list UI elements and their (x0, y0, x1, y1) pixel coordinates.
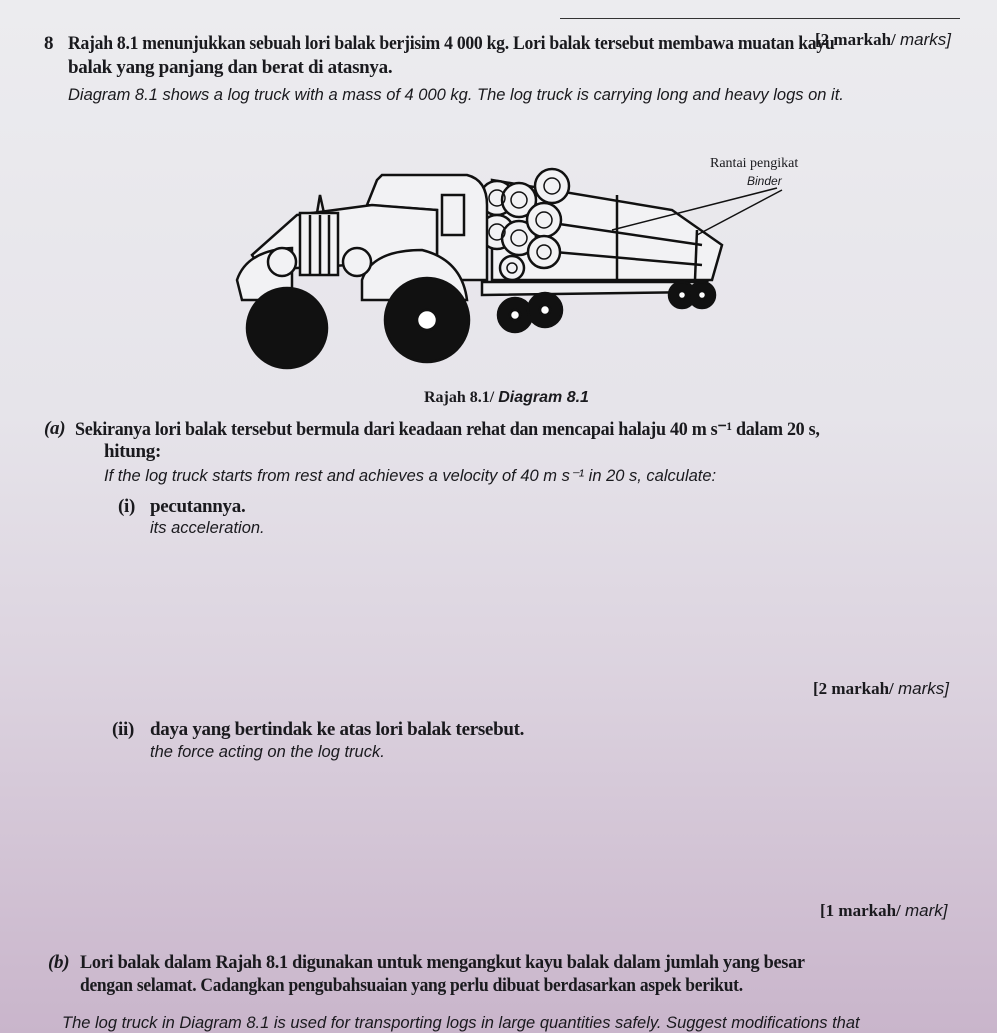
part-a-ms-line1: Sekiranya lori balak tersebut bermula dari keadaan rehat dan mencapai halaju 40 m s⁻¹ dalam 20 s, (75, 419, 820, 440)
log-truck-diagram (232, 150, 812, 380)
top-rule (560, 18, 960, 19)
intro-ms-line1: Rajah 8.1 menunjukkan sebuah lori balak berjisim 4 000 kg. Lori balak tersebut membawa muatan kayu (68, 33, 835, 54)
part-a-i-ms: pecutannya. (150, 496, 246, 517)
diagram-caption: Rajah 8.1/ Diagram 8.1 (424, 389, 589, 406)
part-a-i-en: its acceleration. (150, 519, 265, 537)
part-a-label: (a) (44, 418, 66, 439)
part-a-ii-en: the force acting on the log truck. (150, 743, 385, 761)
part-a-i-label: (i) (118, 496, 136, 517)
part-b-en: The log truck in Diagram 8.1 is used for transporting logs in large quantities safely. Suggest modifications that (62, 1014, 860, 1032)
intro-en: Diagram 8.1 shows a log truck with a mass of 4 000 kg. The log truck is carrying long and heavy logs on it. (68, 86, 844, 104)
part-a-en: If the log truck starts from rest and achieves a velocity of 40 m s⁻¹ in 20 s, calculate: (104, 467, 717, 485)
part-b-ms-line1: Lori balak dalam Rajah 8.1 digunakan untuk mengangkut kayu balak dalam jumlah yang besar (80, 952, 805, 973)
part-b-ms-line2: dengan selamat. Cadangkan pengubahsuaian yang perlu dibuat berdasarkan aspek berikut. (80, 975, 743, 996)
binder-label-ms: Rantai pengikat (710, 156, 799, 171)
part-a-ii-label: (ii) (112, 719, 135, 740)
intro-ms-line2: balak yang panjang dan berat di atasnya. (68, 57, 393, 78)
part-b-label: (b) (48, 952, 70, 973)
binder-label-en: Binder (747, 174, 782, 188)
part-a-i-marks: [2 markah/ marks] (813, 679, 949, 698)
part-a-ms-line2: hitung: (104, 441, 162, 462)
part-a-ii-marks: [1 markah/ mark] (820, 901, 948, 920)
part-a-ii-ms: daya yang bertindak ke atas lori balak tersebut. (150, 719, 525, 740)
log-truck-illustration (232, 150, 812, 380)
marks-top: [2 markah/ marks] (815, 30, 951, 49)
question-number: 8 (44, 33, 54, 54)
